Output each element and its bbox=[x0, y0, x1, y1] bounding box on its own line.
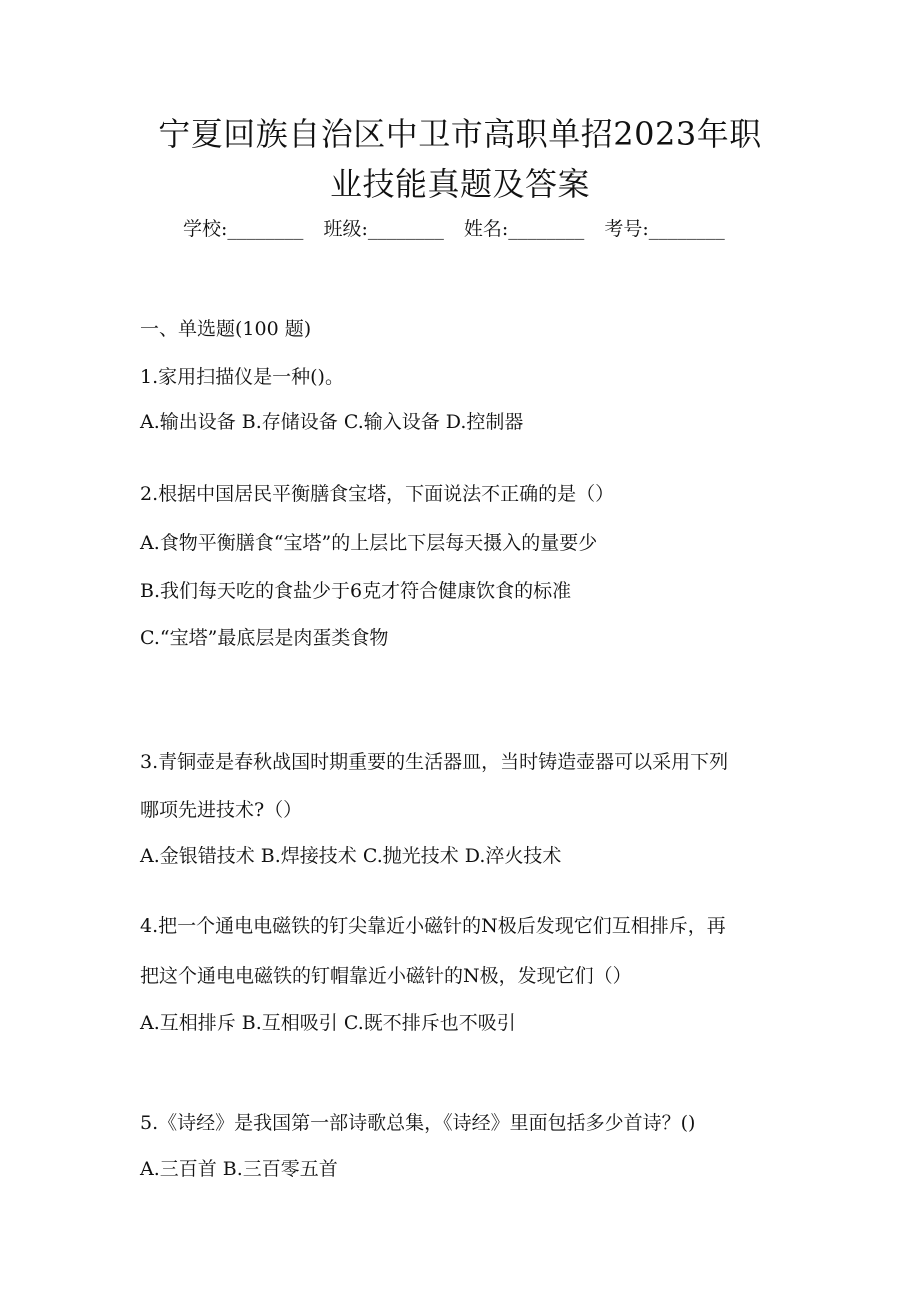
question-2-option-c: C.“宝塔”最底层是肉蛋类食物 bbox=[140, 627, 389, 649]
question-1-stem: 1.家用扫描仪是一种()。 bbox=[140, 366, 344, 388]
class-field: 班级:________ bbox=[323, 218, 444, 240]
section-heading: 一、单选题(100 题) bbox=[140, 318, 312, 340]
name-field: 姓名:________ bbox=[463, 218, 585, 240]
question-3-stem-line1: 3.青铜壶是春秋战国时期重要的生活器皿，当时铸造壶器可以采用下列 bbox=[140, 751, 729, 773]
question-4-stem-line2: 把这个通电电磁铁的钉帽靠近小磁针的N极，发现它们（） bbox=[140, 965, 632, 987]
question-1-options: A.输出设备 B.存储设备 C.输入设备 D.控制器 bbox=[140, 411, 524, 433]
question-2-option-a: A.食物平衡膳食“宝塔”的上层比下层每天摄入的量要少 bbox=[140, 532, 598, 554]
question-4-options: A.互相排斥 B.互相吸引 C.既不排斥也不吸引 bbox=[140, 1012, 516, 1034]
question-5-options: A.三百首 B.三百零五首 bbox=[140, 1158, 338, 1180]
document-title-line1: 宁夏回族自治区中卫市高职单招2023年职 bbox=[158, 115, 762, 153]
question-3-stem-line2: 哪项先进技术?（） bbox=[140, 799, 303, 821]
document-title-line2: 业技能真题及答案 bbox=[329, 165, 590, 203]
student-info-row bbox=[183, 214, 725, 244]
question-5-stem: 5.《诗经》是我国第一部诗歌总集，《诗经》里面包括多少首诗？() bbox=[140, 1112, 696, 1134]
question-2-option-b: B.我们每天吃的食盐少于6克才符合健康饮食的标准 bbox=[140, 580, 572, 602]
question-4-stem-line1: 4.把一个通电电磁铁的钉尖靠近小磁针的N极后发现它们互相排斥，再 bbox=[140, 915, 726, 937]
exam-number-field: 考号:________ bbox=[604, 218, 725, 240]
question-3-options: A.金银错技术 B.焊接技术 C.抛光技术 D.淬火技术 bbox=[140, 845, 562, 867]
school-field: 学校:________ bbox=[183, 218, 304, 240]
question-2-stem: 2.根据中国居民平衡膳食宝塔，下面说法不正确的是（） bbox=[140, 483, 615, 505]
